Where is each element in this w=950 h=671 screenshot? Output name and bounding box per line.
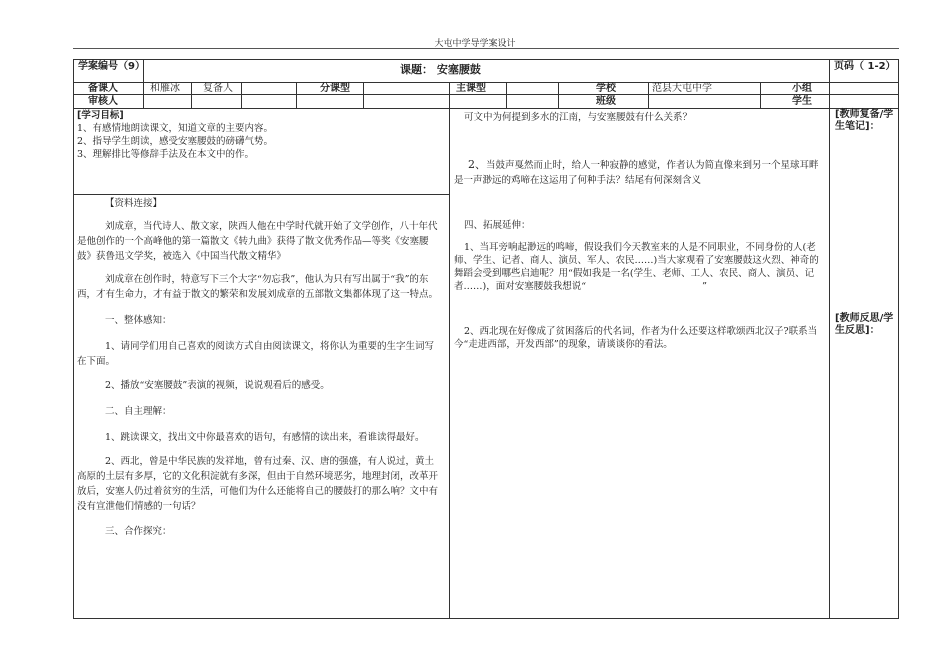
self-q1: 1、跳读课文，找出文中你最喜欢的语句，有感情的读出来，看谁读得最好。 — [105, 432, 425, 443]
resource-heading: 【资料连接】 — [105, 198, 163, 209]
question-jiangnan: 可文中为何提到多水的江南，与安塞腰鼓有什么关系？ — [464, 112, 693, 123]
goals-heading: [学习目标] — [77, 110, 124, 121]
preparer-value: 和雁冰 — [150, 83, 180, 94]
teacher-notes-label: [教师复备/学生笔记]： — [835, 109, 894, 132]
right-content — [454, 110, 824, 351]
goal-item: 1、有感情地朗读课文，知道文章的主要内容。 — [77, 123, 274, 134]
teacher-reflection-label: [教师反思/学生反思]： — [835, 313, 894, 336]
page-header: 大屯中学导学案设计 — [434, 39, 516, 49]
class-label: 班级 — [596, 96, 616, 107]
row-line-1 — [73, 82, 899, 83]
school-value: 范县大屯中学 — [652, 83, 712, 94]
main-type-label: 主课型 — [456, 83, 486, 94]
reviewer-label: 审核人 — [88, 96, 118, 107]
co-preparer-label: 复备人 — [203, 83, 233, 94]
question-silence — [454, 157, 824, 188]
section-overall-heading: 一、整体感知： — [105, 315, 172, 326]
header-rule — [73, 48, 899, 49]
section-coop-heading: 三、合作探究： — [105, 526, 172, 537]
col-line-h — [506, 82, 507, 108]
extend-q1-close-quote: ” — [702, 281, 707, 292]
plan-number-label: 学案编号（9） — [78, 61, 145, 72]
question-silence-text: 当鼓声戛然而止时，给人一种寂静的感觉，作者认为简直像来到另一个星球耳畔是一声渺远的鸡啼在这运用了何种手法？结尾有何深刻含义 — [454, 160, 819, 186]
col-line-g — [449, 82, 450, 619]
lesson-type-label: 分课型 — [320, 83, 350, 94]
row-line-4 — [73, 194, 449, 195]
page-number-label: 页码（ 1-2） — [834, 61, 896, 72]
student-label: 学生 — [792, 96, 812, 107]
question-number: 2、 — [468, 158, 486, 171]
lesson-topic: 课题： 安塞腰鼓 — [400, 63, 481, 76]
col-line-b — [829, 59, 830, 619]
extend-q1-text: 1、当耳旁响起渺远的鸣啼，假设我们今天教室来的人是不同职业，不同身份的人(老师、学生、记者、商人、演员、军人、农民……)当大家观看了安塞腰鼓这火烈、神奇的舞蹈会受到哪些启迪呢？用“假如我是一名(学生、老师、工人、农民、商人、演员、记者……)，面对安塞腰鼓我想说“ — [454, 242, 819, 292]
overall-q2: 2、播放“安塞腰鼓”表演的视频，说说观看后的感受。 — [105, 380, 330, 391]
col-line-k — [760, 82, 761, 108]
self-q2: 2、西北，曾是中华民族的发祥地，曾有过秦、汉、唐的强盛，有人说过，黄土高原的土层有多厚，它的文化积淀就有多深，但由于自然环境恶劣，地理封闭，改革开放后，安塞人仍过着贫穷的生活，可他们为什么还能将自己的腰鼓打的那么响？文中有没有宣泄他们情感的一句话？ — [77, 456, 439, 512]
extend-q2: 2、西北现在好像成了贫困落后的代名词，作者为什么还要这样歌颂西北汉子?联系当今“走进西部，开发西部”的现象，请谈谈你的看法。 — [454, 326, 818, 350]
goal-item: 3、理解排比等修辞手法及在本文中的作。 — [77, 149, 255, 160]
col-line-f — [363, 82, 364, 108]
col-line-c — [191, 82, 192, 108]
col-line-i — [558, 82, 559, 108]
section-extend-heading: 四、拓展延伸： — [464, 220, 531, 231]
row-line-2 — [73, 94, 899, 95]
preparer-label: 备课人 — [88, 83, 118, 94]
goal-item: 2、指导学生朗读，感受安塞腰鼓的磅礴气势。 — [77, 136, 274, 147]
col-line-j — [648, 82, 649, 108]
learning-goals — [77, 109, 445, 161]
school-label: 学校 — [596, 83, 616, 94]
left-content — [77, 196, 441, 539]
author-intro-para: 刘成章，当代诗人、散文家，陕西人他在中学时代就开始了文学创作，八十年代是他创作的一个高峰他的第一篇散文《转九曲》获得了散文优秀作品—等奖《安塞腰鼓》获鲁迅文学奖，被选入《中国当代散文精华》 — [77, 221, 438, 262]
author-motto-para: 刘成章在创作时，特意写下三个大字“勿忘我”，他认为只有写出属于“我”的东西，才有生命力，才有益于散文的繁荣和发展刘成章的五部散文集都体现了这一特点。 — [77, 274, 439, 300]
col-line-d — [241, 82, 242, 108]
overall-q1: 1、请同学们用自己喜欢的阅读方式自由阅读课文，将你认为重要的生字生词写在下面。 — [77, 341, 435, 367]
group-label: 小组 — [792, 83, 812, 94]
extend-q1 — [454, 241, 824, 293]
col-line-e — [296, 82, 297, 108]
section-self-heading: 二、自主理解： — [105, 406, 172, 417]
